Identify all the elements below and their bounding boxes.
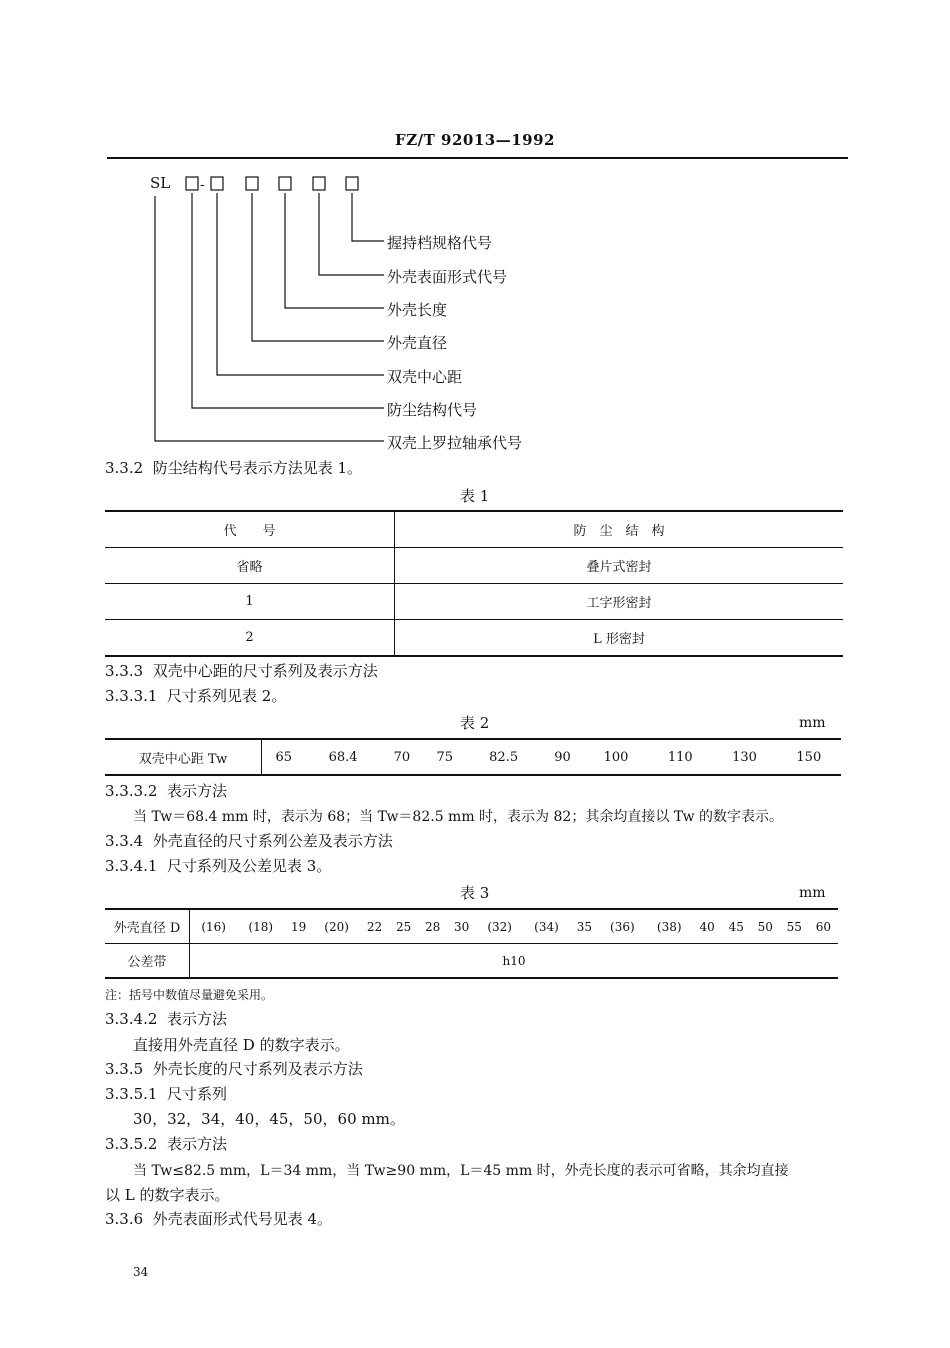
section-3-3-3 bbox=[105, 660, 378, 681]
section-text: 双壳中心距的尺寸系列及表示方法 bbox=[152, 662, 378, 680]
table3-note: 注：括号中数值尽量避免采用。 bbox=[105, 988, 274, 1002]
table-row bbox=[105, 739, 841, 775]
section-3-3-4-1 bbox=[105, 855, 331, 876]
section-3-3-3-1 bbox=[105, 685, 286, 706]
section-text: 外壳表面形式代号见表 4。 bbox=[152, 1210, 333, 1228]
section-number: 3.3.3 bbox=[105, 662, 144, 680]
section-number: 3.3.5 bbox=[105, 1060, 144, 1078]
code-separator: - bbox=[200, 177, 205, 193]
section-3-3-5-1 bbox=[105, 1083, 227, 1104]
leader-line-5 bbox=[217, 193, 384, 375]
table2-caption: 表 2 bbox=[460, 714, 490, 732]
table-cell: (16) bbox=[201, 919, 226, 934]
section-number: 3.3.4.1 bbox=[105, 857, 158, 875]
table-cell: 82.5 bbox=[489, 749, 519, 765]
section-3-3-2 bbox=[105, 457, 362, 478]
table-cell: 65 bbox=[275, 749, 293, 765]
diagram-label-dustproof: 防尘结构代号 bbox=[387, 401, 478, 419]
table-cell: 22 bbox=[366, 919, 383, 934]
table-row bbox=[105, 909, 838, 944]
table-2 bbox=[105, 738, 841, 776]
leader-line-1 bbox=[352, 193, 384, 241]
code-box-4 bbox=[279, 177, 291, 190]
section-number: 3.3.5.1 bbox=[105, 1085, 158, 1103]
diagram-label-diameter: 外壳直径 bbox=[387, 334, 448, 352]
section-3-3-3-2 bbox=[105, 780, 227, 801]
section-text: 尺寸系列见表 2。 bbox=[167, 687, 287, 705]
leader-line-7 bbox=[155, 196, 384, 441]
diagram-label-center-distance: 双壳中心距 bbox=[387, 368, 463, 386]
table-cell: 150 bbox=[796, 749, 822, 765]
page-number: 34 bbox=[133, 1265, 149, 1279]
table-row bbox=[105, 584, 843, 620]
paragraph-3-3-3-2: 当 Tw＝68.4 mm 时，表示为 68；当 Tw＝82.5 mm 时，表示为 82；其余均直接以 Tw 的数字表示。 bbox=[133, 809, 784, 825]
table-header-cell: 代 号 bbox=[105, 511, 395, 548]
section-text: 表示方法 bbox=[167, 1010, 228, 1028]
section-number: 3.3.4 bbox=[105, 832, 144, 850]
table-cell: (36) bbox=[610, 919, 635, 934]
paragraph-3-3-5-2-line1: 当 Tw≤82.5 mm，L＝34 mm，当 Tw≥90 mm，L＝45 mm 时，外壳长度的表示可省略，其余均直接 bbox=[133, 1163, 789, 1179]
table-cell: 叠片式密封 bbox=[395, 548, 844, 584]
document-header: FZ/T 92013—1992 bbox=[395, 131, 555, 149]
table-row bbox=[105, 548, 843, 584]
table-cell: 50 bbox=[757, 919, 773, 934]
table-cell: (32) bbox=[487, 919, 512, 934]
diagram-label-surface: 外壳表面形式代号 bbox=[387, 268, 508, 286]
table-row bbox=[105, 944, 838, 979]
table-header-cell: 防 尘 结 构 bbox=[573, 524, 665, 539]
table-cell: 70 bbox=[393, 749, 411, 765]
table-cell: 1 bbox=[105, 584, 395, 620]
section-number: 3.3.6 bbox=[105, 1210, 144, 1228]
table-cell: 省略 bbox=[105, 548, 395, 584]
table-cell: h10 bbox=[190, 944, 839, 979]
table2-unit: mm bbox=[799, 715, 826, 731]
table-cell: 工字形密封 bbox=[395, 584, 844, 620]
table-cell: 100 bbox=[603, 749, 629, 765]
table-cell: 90 bbox=[554, 749, 571, 765]
table1-caption: 表 1 bbox=[460, 487, 490, 505]
code-box-1 bbox=[186, 177, 198, 190]
table-cell: 28 bbox=[425, 919, 441, 934]
table-cell: 130 bbox=[732, 749, 757, 765]
code-box-5 bbox=[313, 177, 325, 190]
table-row-label: 双壳中心距 Tw bbox=[105, 739, 262, 775]
section-text: 表示方法 bbox=[167, 782, 228, 800]
table-1 bbox=[105, 510, 843, 657]
table-cell: (18) bbox=[248, 919, 274, 934]
diagram-label-bearing: 双壳上罗拉轴承代号 bbox=[387, 434, 523, 452]
table-cell: 55 bbox=[786, 919, 802, 934]
table3-caption: 表 3 bbox=[460, 884, 490, 902]
table-cell: (34) bbox=[534, 919, 559, 934]
section-number: 3.3.3.1 bbox=[105, 687, 158, 705]
diagram-label-grip: 握持档规格代号 bbox=[387, 234, 493, 252]
section-3-3-4 bbox=[105, 830, 393, 851]
table-cell: L 形密封 bbox=[395, 620, 844, 657]
leader-line-6 bbox=[192, 193, 384, 408]
code-box-6 bbox=[346, 177, 358, 190]
leader-line-4 bbox=[252, 193, 384, 341]
table-row bbox=[105, 620, 843, 657]
table-cell: 40 bbox=[699, 919, 715, 934]
code-prefix: SL bbox=[150, 174, 171, 192]
section-3-3-5 bbox=[105, 1058, 363, 1079]
table-row-label: 外壳直径 D bbox=[105, 909, 190, 944]
diagram-label-length: 外壳长度 bbox=[387, 301, 448, 319]
section-number: 3.3.4.2 bbox=[105, 1010, 158, 1028]
section-text: 防尘结构代号表示方法见表 1。 bbox=[152, 459, 363, 477]
table-cell: 60 bbox=[815, 919, 832, 934]
table-3 bbox=[105, 908, 838, 979]
table-cell: 35 bbox=[576, 919, 593, 934]
section-text: 外壳直径的尺寸系列公差及表示方法 bbox=[152, 832, 393, 850]
section-3-3-4-2 bbox=[105, 1008, 227, 1029]
paragraph-3-3-5-1: 30，32，34，40，45，50，60 mm。 bbox=[133, 1110, 405, 1128]
section-text: 表示方法 bbox=[167, 1135, 228, 1153]
section-3-3-6 bbox=[105, 1208, 332, 1229]
code-structure-diagram bbox=[0, 0, 950, 460]
table-cell: 110 bbox=[667, 749, 693, 765]
table-cell: 30 bbox=[454, 919, 470, 934]
section-text: 尺寸系列 bbox=[167, 1085, 228, 1103]
table-cell: 25 bbox=[395, 919, 412, 934]
paragraph-3-3-5-2-line2: 以 L 的数字表示。 bbox=[105, 1186, 230, 1204]
table-cell: 19 bbox=[291, 919, 307, 934]
table-cell: (20) bbox=[324, 919, 349, 934]
section-number: 3.3.3.2 bbox=[105, 782, 158, 800]
table-cell: 2 bbox=[105, 620, 395, 657]
leader-line-3 bbox=[285, 193, 384, 308]
paragraph-3-3-4-2: 直接用外壳直径 D 的数字表示。 bbox=[133, 1036, 350, 1054]
table-cell: 75 bbox=[436, 749, 454, 765]
table3-unit: mm bbox=[799, 885, 826, 901]
section-text: 尺寸系列及公差见表 3。 bbox=[167, 857, 332, 875]
section-text: 外壳长度的尺寸系列及表示方法 bbox=[152, 1060, 363, 1078]
code-box-2 bbox=[211, 177, 223, 190]
section-3-3-5-2 bbox=[105, 1133, 227, 1154]
section-number: 3.3.2 bbox=[105, 459, 144, 477]
table-cell: 68.4 bbox=[328, 749, 358, 765]
table-cell: 45 bbox=[728, 919, 744, 934]
table-header-row bbox=[105, 511, 843, 548]
section-number: 3.3.5.2 bbox=[105, 1135, 158, 1153]
code-box-3 bbox=[246, 177, 258, 190]
table-row-label: 公差带 bbox=[105, 944, 190, 979]
table-cell: (38) bbox=[656, 919, 682, 934]
